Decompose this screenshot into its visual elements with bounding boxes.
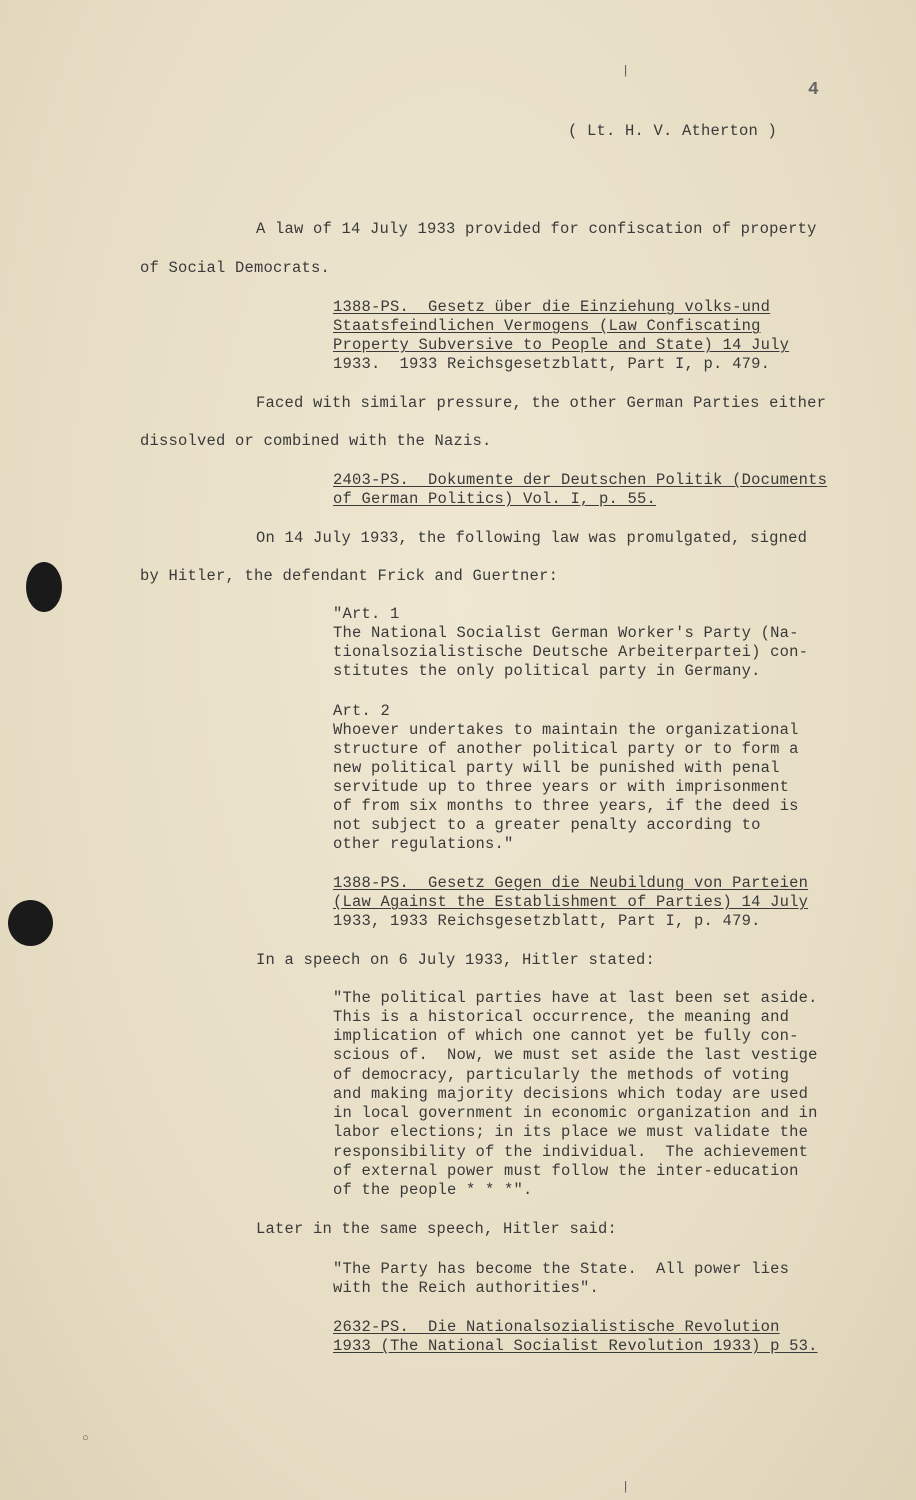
speech1-line-9: responsibility of the individual. The achievement [333, 1143, 809, 1161]
speech1-line-10: of external power must follow the inter-education [333, 1162, 799, 1180]
paper-tick-top: | [622, 64, 630, 78]
art1-line-4: stitutes the only political party in Germany. [333, 662, 761, 680]
speech1-line-4: scious of. Now, we must set aside the last vestige [333, 1046, 818, 1064]
art2-line-1: Art. 2 [333, 702, 391, 720]
citation-4-line-2: 1933 (The National Socialist Revolution 1933) p 53. [333, 1337, 818, 1355]
paragraph-2-line-2: dissolved or combined with the Nazis. [140, 432, 492, 450]
citation-2-line-1: 2403-PS. Dokumente der Deutschen Politik (Documents [333, 471, 828, 489]
art2-line-8: other regulations." [333, 835, 514, 853]
paragraph-2-line-1: Faced with similar pressure, the other German Parties either [256, 394, 827, 412]
speech2-line-1: "The Party has become the State. All power lies [333, 1260, 790, 1278]
paragraph-3-line-1: On 14 July 1933, the following law was promulgated, signed [256, 529, 808, 547]
speech1-line-1: "The political parties have at last been set aside. [333, 989, 818, 1007]
speech1-line-2: This is a historical occurrence, the meaning and [333, 1008, 790, 1026]
paragraph-5-line-1: Later in the same speech, Hitler said: [256, 1220, 618, 1238]
citation-3-line-2: (Law Against the Establishment of Parties) 14 July [333, 893, 809, 911]
art2-line-6: of from six months to three years, if the deed is [333, 797, 799, 815]
speech1-line-5: of democracy, particularly the methods of voting [333, 1066, 790, 1084]
art2-line-7: not subject to a greater penalty according to [333, 816, 761, 834]
citation-2-line-2: of German Politics) Vol. I, p. 55. [333, 490, 657, 508]
paper-mark-circle: ○ [82, 1433, 89, 1445]
paragraph-3-line-2: by Hitler, the defendant Frick and Guertner: [140, 567, 559, 585]
art2-line-3: structure of another political party or to form a [333, 740, 799, 758]
art2-line-4: new political party will be punished with penal [333, 759, 780, 777]
citation-1-line-4: 1933. 1933 Reichsgesetzblatt, Part I, p. 479. [333, 355, 771, 373]
speech1-line-7: in local government in economic organization and in [333, 1104, 818, 1122]
speech2-line-2: with the Reich authorities". [333, 1279, 600, 1297]
attribution: ( Lt. H. V. Atherton ) [568, 122, 778, 140]
citation-1-line-1: 1388-PS. Gesetz über die Einziehung volks-und [333, 298, 771, 316]
paragraph-1-line-2: of Social Democrats. [140, 259, 331, 277]
punch-hole-top [26, 562, 62, 612]
art1-line-1: "Art. 1 [333, 605, 400, 623]
paragraph-4-line-1: In a speech on 6 July 1933, Hitler stated: [256, 951, 656, 969]
paragraph-1-line-1: A law of 14 July 1933 provided for confiscation of property [256, 220, 817, 238]
speech1-line-11: of the people * * *". [333, 1181, 533, 1199]
speech1-line-3: implication of which one cannot yet be fully con- [333, 1027, 799, 1045]
punch-hole-bottom [8, 900, 53, 946]
paper-tick-bottom: | [622, 1480, 630, 1494]
art1-line-2: The National Socialist German Worker's Party (Na- [333, 624, 799, 642]
speech1-line-6: and making majority decisions which today are used [333, 1085, 809, 1103]
citation-1-line-3: Property Subversive to People and State) 14 July [333, 336, 790, 354]
citation-3-line-3: 1933, 1933 Reichsgesetzblatt, Part I, p. 479. [333, 912, 761, 930]
art1-line-3: tionalsozialistische Deutsche Arbeiterpartei) con- [333, 643, 809, 661]
citation-4-line-1: 2632-PS. Die Nationalsozialistische Revolution [333, 1318, 780, 1336]
page-marker: 4 [808, 80, 819, 100]
art2-line-2: Whoever undertakes to maintain the organizational [333, 721, 799, 739]
art2-line-5: servitude up to three years or with imprisonment [333, 778, 790, 796]
citation-3-line-1: 1388-PS. Gesetz Gegen die Neubildung von Parteien [333, 874, 809, 892]
speech1-line-8: labor elections; in its place we must validate the [333, 1123, 809, 1141]
citation-1-line-2: Staatsfeindlichen Vermogens (Law Confiscating [333, 317, 761, 335]
